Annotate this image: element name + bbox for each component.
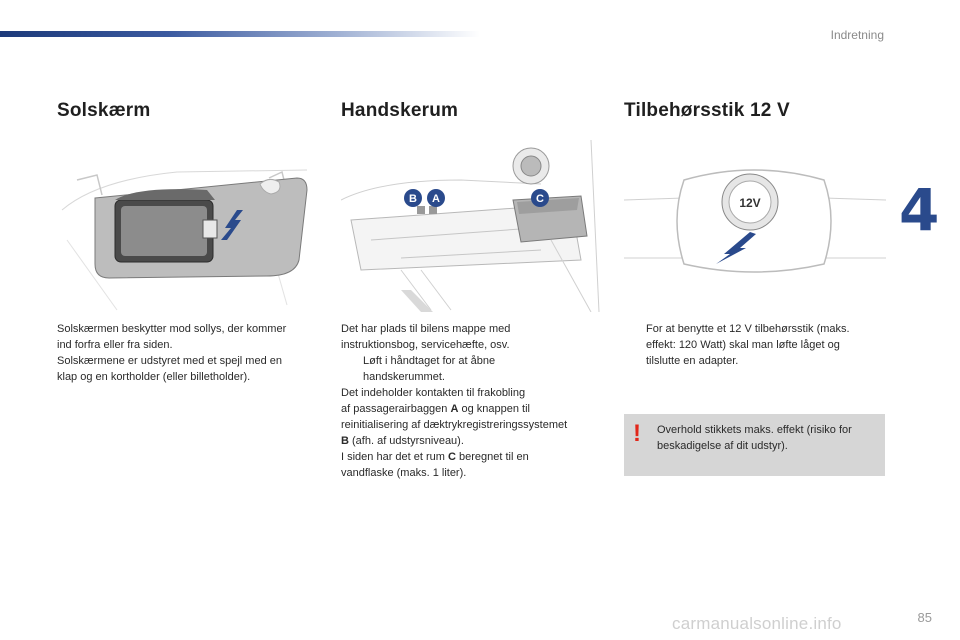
ref-c: C (448, 451, 456, 463)
glovebox-line-3: Det indeholder kontakten til frakobling (341, 387, 526, 399)
glovebox-line-7 (341, 449, 603, 465)
line-4-text: af passagerairbaggen (341, 403, 451, 415)
glovebox-bullet-item (341, 353, 603, 385)
ref-a: A (450, 403, 459, 415)
warning-text (657, 422, 879, 454)
glovebox-line-6 (341, 433, 603, 449)
label-b: B (409, 193, 417, 205)
line-7-text-end: beregnet til en (455, 451, 529, 463)
socket-illustration (624, 140, 886, 312)
glovebox-line-1: Det har plads til bilens mappe med (341, 323, 511, 335)
glovebox-line-5: reinitialisering af dæktrykregistreringssystemet (341, 419, 568, 431)
sun-visor-line-2: ind forfra eller fra siden. (57, 339, 173, 351)
glovebox-bullet-line-1: Løft i håndtaget for at åbne (363, 355, 496, 367)
socket-bullet-item (624, 321, 886, 369)
glovebox-line-2: instruktionsbog, servicehæfte, osv. (341, 339, 510, 351)
label-a: A (432, 193, 440, 205)
label-c: C (536, 193, 544, 205)
watermark: carmanualsonline.info (672, 614, 842, 633)
line-6-text: (afh. af udstyrsniveau). (348, 435, 464, 447)
socket-text (624, 321, 886, 369)
socket-bullet-line-2: effekt: 120 Watt) skal man løfte låget og (646, 339, 840, 351)
warning-line-2: beskadigelse af dit udstyr). (657, 440, 788, 452)
socket-label: 12V (739, 196, 761, 210)
glovebox-text (341, 321, 603, 481)
socket-heading: Tilbehørsstik 12 V (624, 100, 790, 121)
warning-line-1: Overhold stikkets maks. effekt (risiko for (657, 424, 852, 436)
glovebox-bullet-line-2: handskerummet. (363, 371, 445, 383)
line-4-text-end: og knappen til (458, 403, 530, 415)
glovebox-heading: Handskerum (341, 100, 459, 121)
page-number: 85 (917, 610, 932, 625)
glovebox-line-8: vandflaske (maks. 1 liter). (341, 467, 467, 479)
section-label: Indretning (830, 28, 884, 42)
sun-visor-illustration (57, 140, 319, 312)
line-7-text: I siden har det et rum (341, 451, 448, 463)
sun-visor-text (57, 321, 319, 385)
warning-box (624, 414, 885, 476)
sun-visor-heading: Solskærm (57, 100, 151, 121)
header-color-bar (0, 31, 480, 37)
sun-visor-line-4: klap og en kortholder (eller billetholder). (57, 371, 251, 383)
chapter-number: 4 (899, 176, 940, 244)
sun-visor-line-1: Solskærmen beskytter mod sollys, der kommer (57, 323, 287, 335)
sun-visor-line-3: Solskærmene er udstyret med et spejl med en (57, 355, 282, 367)
glovebox-illustration (341, 140, 603, 312)
socket-bullet-line-1: For at benytte et 12 V tilbehørsstik (maks. (646, 323, 850, 335)
ref-b: B (341, 435, 349, 447)
warning-icon: ! (633, 420, 641, 447)
socket-bullet-line-3: tilslutte en adapter. (646, 355, 739, 367)
glovebox-line-4 (341, 401, 603, 417)
